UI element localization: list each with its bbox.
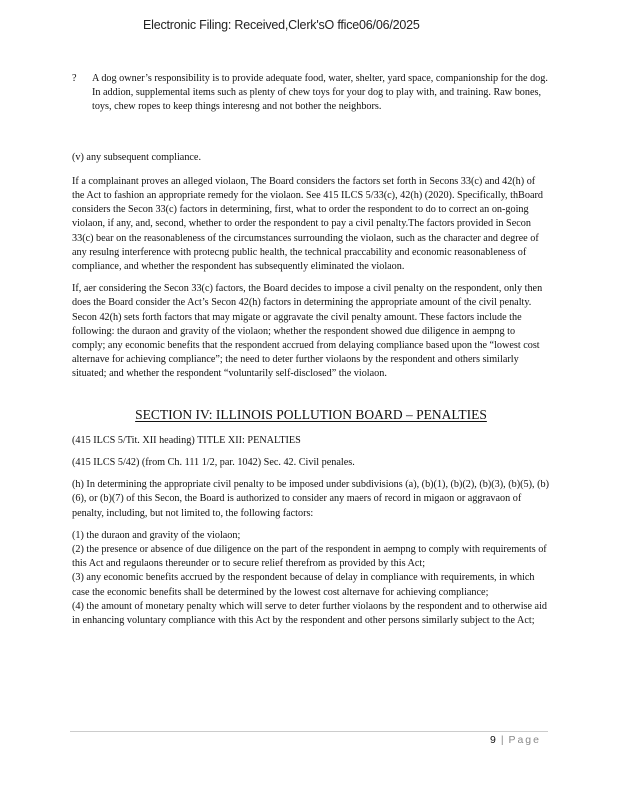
paragraph-subsequent-compliance: (v) any subsequent compliance. <box>72 151 202 163</box>
filing-stamp: Electronic Filing: Received,Clerk'sO ffice06/06/2025 <box>143 18 420 32</box>
statute-heading: (415 ILCS 5/Tit. XII heading) TITLE XII: PENALTIES <box>72 434 301 446</box>
factor-item: (1) the duraon and gravity of the violaon; <box>72 529 241 541</box>
page-number: 9 <box>490 734 496 746</box>
paragraph-civil-penalty: If, aer considering the Secon 33(c) factors, the Board decides to impose a civil penalty on the respondent, only then does the Board consider the Act’s Secon 42(h) factors in determining the appropriate amount of the civil penalty. Secon 42(h) sets forth factors that may migate or aggravate the civil penalty amount. These factors include the following: the duraon and gravity of the violaon; whether the respondent showed due diligence in aempng to comply; any economic benefits that the respondent accrued from delaying compliance based upon the “lowest cost alternave for achieving compliance”; the need to deter further violaons by the respondent and others similarly situated; and whether the respondent “voluntarily self-disclosed” the violaon. <box>72 283 543 380</box>
footer-divider <box>70 731 548 732</box>
footer-separator: | <box>500 734 504 746</box>
factor-item: (2) the presence or absence of due diligence on the part of the respondent in aempng to comply with requirements of this Act and regulaons thereunder or to secure relief therefrom as provided by this Act; <box>72 544 547 570</box>
paragraph-h: (h) In determining the appropriate civil penalty to be imposed under subdivisions (a), (b)(1), (b)(2), (b)(3), (b)(5), (b)(6), or (b)(7) of this Secon, the Board is authorized to consider any maers of record in migaon or aggravaon of penalty, including, but not limited to, the following factors: <box>72 479 549 519</box>
factor-item: (4) the amount of monetary penalty which will serve to deter further violaons by the respondent and to otherwise aid in enhancing voluntary compliance with this Act by the respondent and other persons similarly subject to the Act; <box>72 600 547 627</box>
page-label: Page <box>508 734 541 746</box>
bullet-text: A dog owner’s responsibility is to provide adequate food, water, shelter, yard space, companionship for the dog. In addion, supplemental items such as plenty of chew toys for your dog to play with, and training. Raw bones, toys, chew ropes to keep things interesng and not bother the neighbors. <box>92 73 548 113</box>
factor-item: (3) any economic benefits accrued by the respondent because of delay in compliance with requirements, in which case the economic benefits shall be determined by the lowest cost alternave for achieving compliance; <box>72 572 535 598</box>
section-title: SECTION IV: ILLINOIS POLLUTION BOARD – PENALTIES <box>135 406 487 422</box>
page-footer <box>490 734 541 746</box>
paragraph-remedy: If a complainant proves an alleged violaon, The Board considers the factors set forth in Secons 33(c) and 42(h) of the Act to fashion an appropriate remedy for the violaon. See 415 ILCS 5/33(c), 42(h) (2020). Specifically, thBoard considers the Secon 33(c) factors in determining, first, what to order the respondent to do to correct an on-going violaon, if any, and, second, whether to order the respondent to pay a civil penalty.The factors provided in Secon 33(c) bear on the reasonableness of the circumstances surrounding the violaon, such as the character and degree of any resulng interference with protecng public health, the technical praccability and economic reasonableness of compliance, and whether the respondent has subsequently eliminated the violaon. <box>72 175 543 273</box>
factor-list <box>72 529 550 628</box>
bullet-mark: ? <box>72 73 77 84</box>
document-body <box>72 72 550 628</box>
bullet-item <box>72 72 550 115</box>
statute-section: (415 ILCS 5/42) (from Ch. 111 1/2, par. 1042) Sec. 42. Civil penales. <box>72 457 355 469</box>
